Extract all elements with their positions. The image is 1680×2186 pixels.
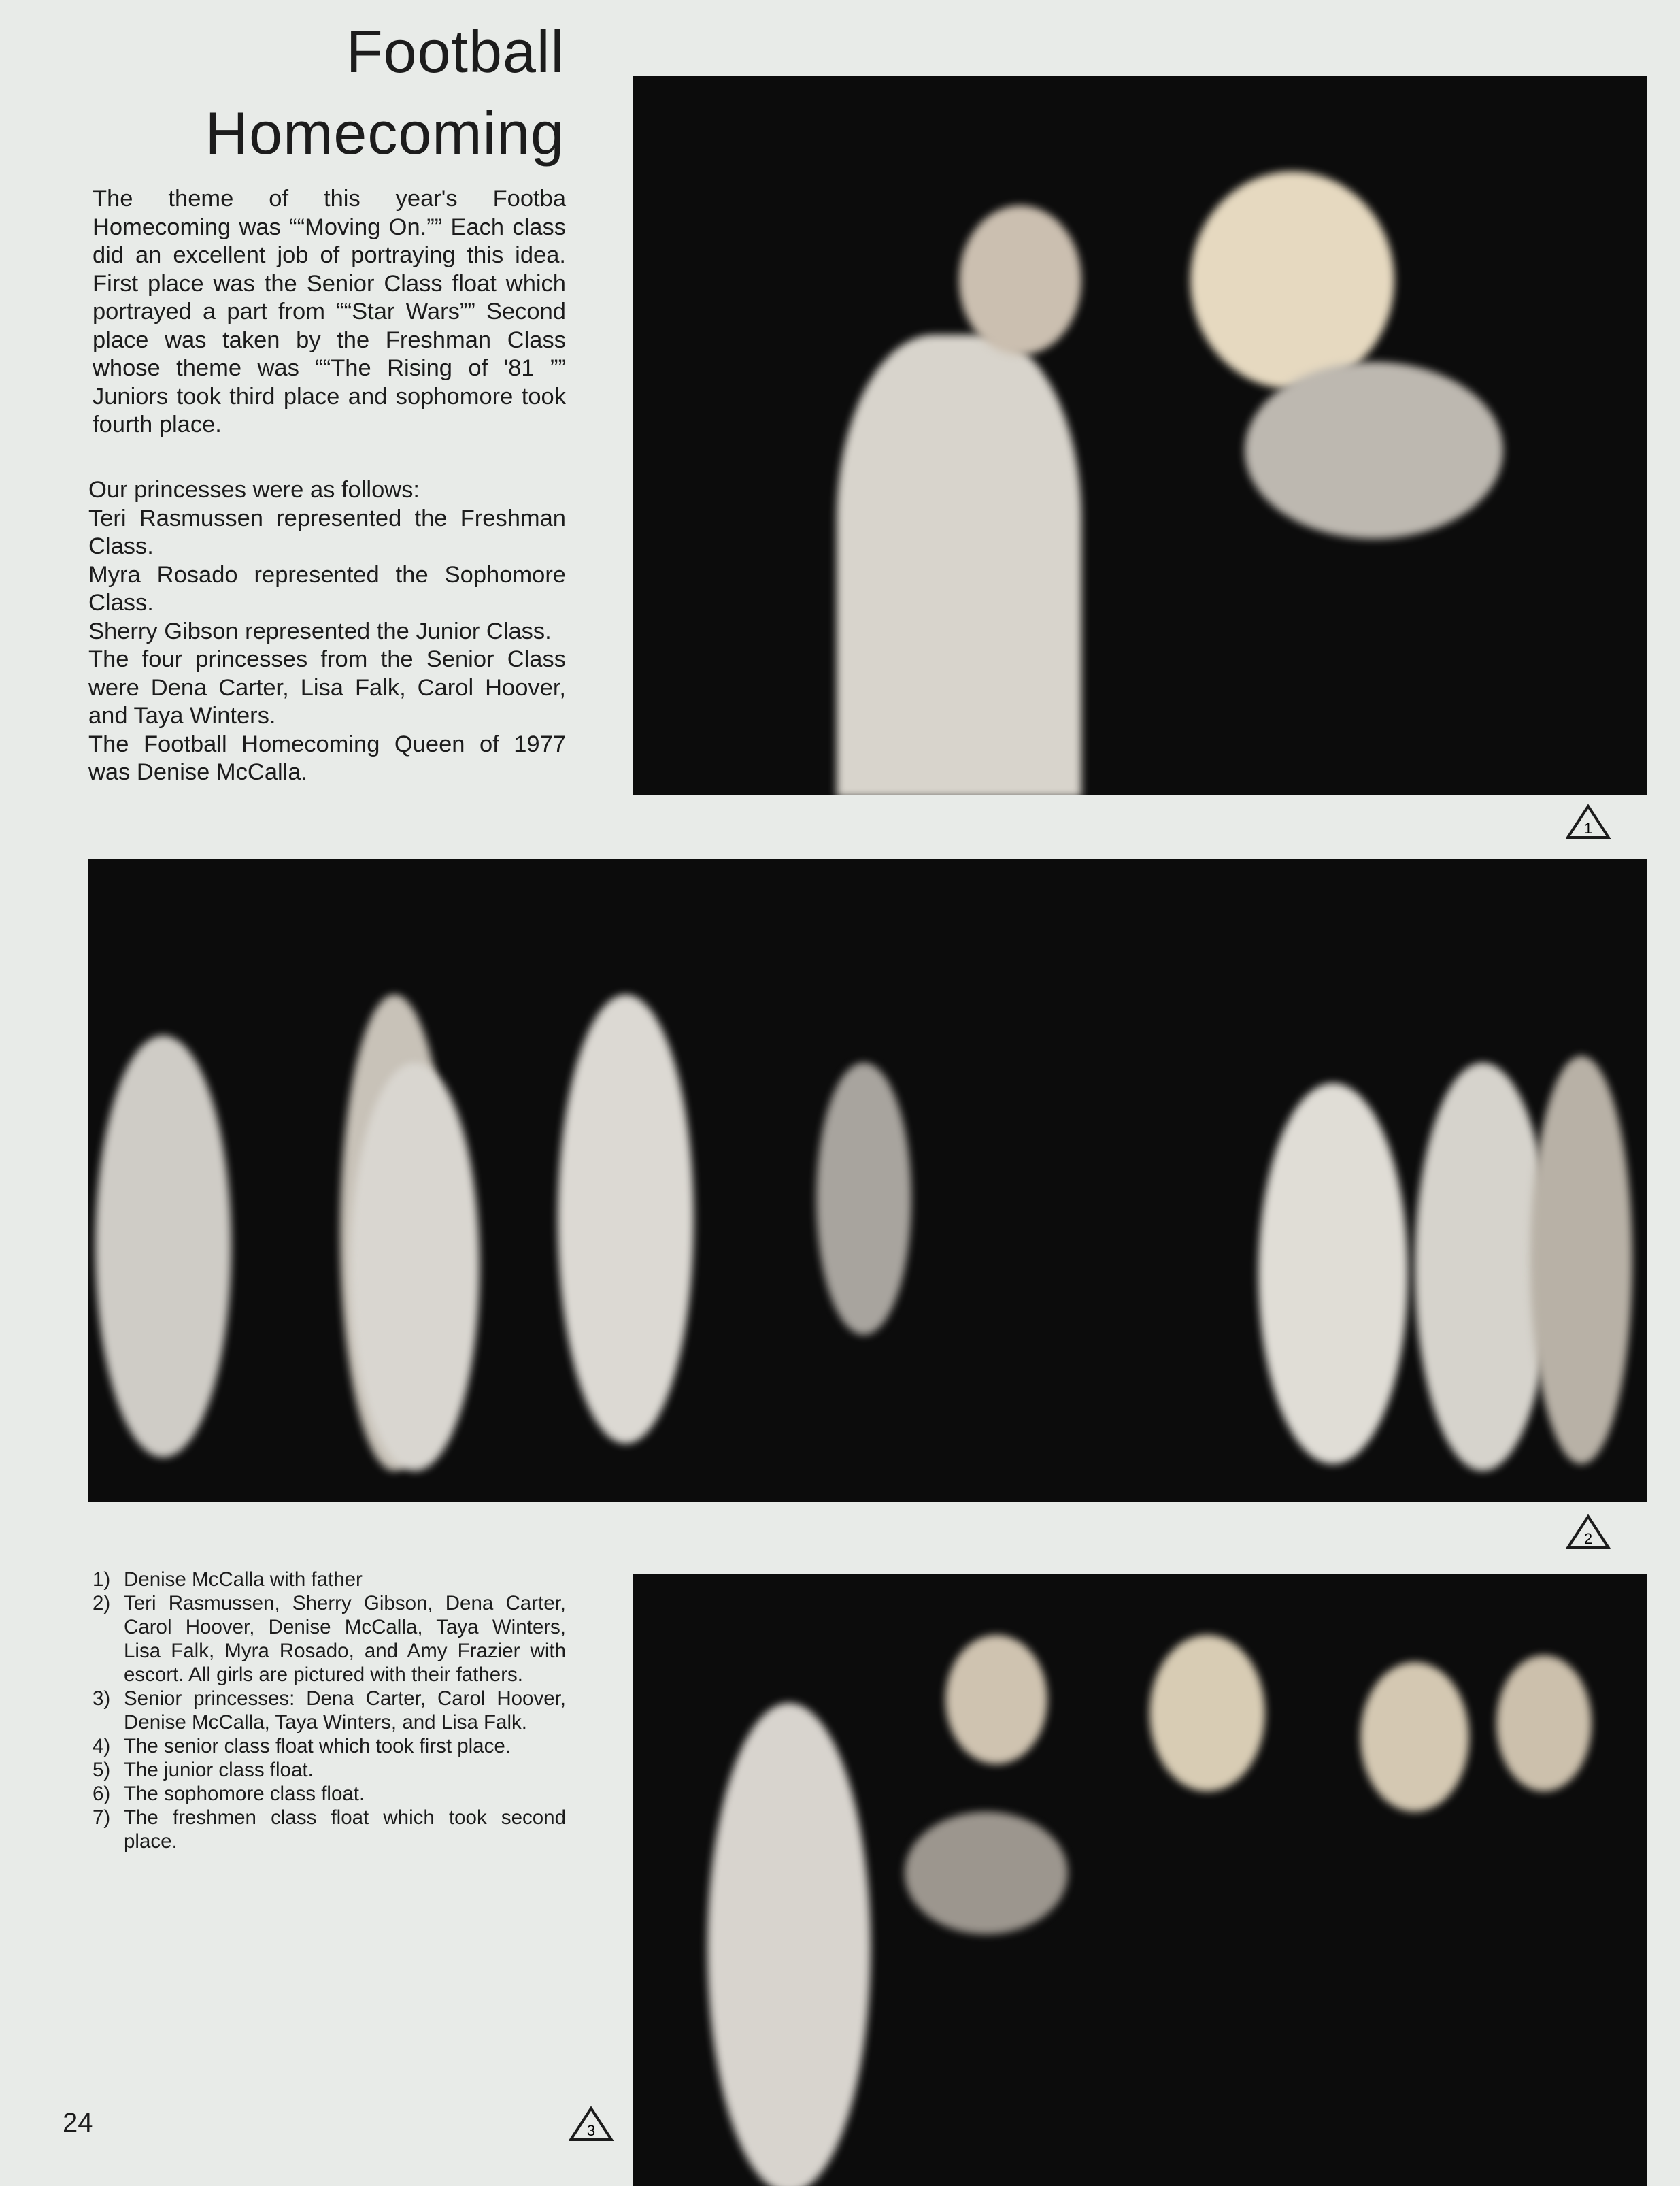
princess-line: Teri Rasmussen represented the Freshman Class.	[88, 505, 566, 559]
caption-text: Senior princesses: Dena Carter, Carol Hoover, Denise McCalla, Taya Winters, and Lisa Falk.	[124, 1687, 566, 1734]
caption-item	[93, 1687, 566, 1734]
princess-line: The Football Homecoming Queen of 1977 was Denise McCalla.	[88, 731, 566, 785]
photo-marker-1-icon	[1566, 804, 1611, 840]
caption-item	[93, 1734, 566, 1758]
caption-text: Teri Rasmussen, Sherry Gibson, Dena Carter, Carol Hoover, Denise McCalla, Taya Winters, Lisa Falk, Myra Rosado, and Amy Frazier with escort. All girls are pictured with their fathers.	[124, 1592, 566, 1686]
photo-queen-with-father	[633, 76, 1647, 795]
caption-number: 1)	[93, 1568, 111, 1591]
caption-number: 4)	[93, 1735, 111, 1757]
caption-item	[93, 1806, 566, 1853]
photo-marker-2-label: 2	[1583, 1530, 1593, 1547]
photo-marker-1-label: 1	[1583, 820, 1593, 837]
photo-marker-3-icon	[569, 2106, 614, 2142]
page-title-line1: Football	[346, 18, 565, 85]
photo-captions	[93, 1568, 566, 1853]
caption-number: 5)	[93, 1759, 111, 1781]
princess-line: Sherry Gibson represented the Junior Class.	[88, 618, 552, 644]
caption-text: The senior class float which took first place.	[124, 1735, 511, 1757]
princess-line: Our princesses were as follows:	[88, 477, 420, 503]
photo-court-with-fathers	[88, 859, 1647, 1502]
caption-text: The sophomore class float.	[124, 1783, 365, 1805]
intro-paragraph: The theme of this year's Footba Homecoming was ““Moving On.”” Each class did an excellent job of portraying this idea. First place was the Senior Class float which portrayed a part from ““Star Wars”” Second place was taken by the Freshman Class whose theme was ““The Rising of '81 ”” Juniors took third place and sophomore took fourth place.	[93, 186, 566, 437]
caption-item	[93, 1782, 566, 1806]
caption-number: 7)	[93, 1806, 111, 1829]
photo-senior-princesses	[633, 1574, 1647, 2186]
princess-line: Myra Rosado represented the Sophomore Class.	[88, 561, 566, 616]
caption-text: Denise McCalla with father	[124, 1568, 363, 1591]
caption-number: 2)	[93, 1592, 111, 1614]
caption-item	[93, 1591, 566, 1687]
caption-number: 6)	[93, 1783, 111, 1805]
caption-text: The junior class float.	[124, 1759, 314, 1781]
page-number: 24	[63, 2108, 93, 2138]
photo-marker-3-label: 3	[586, 2122, 596, 2139]
caption-number: 3)	[93, 1687, 111, 1710]
caption-text: The freshmen class float which took second place.	[124, 1806, 566, 1853]
photo-marker-2-icon	[1566, 1514, 1611, 1550]
caption-item	[93, 1758, 566, 1782]
page-title-line2: Homecoming	[205, 99, 565, 167]
caption-item	[93, 1568, 566, 1591]
princess-line: The four princesses from the Senior Class were Dena Carter, Lisa Falk, Carol Hoover, and Taya Winters.	[88, 646, 566, 729]
princesses-paragraph	[88, 476, 566, 787]
